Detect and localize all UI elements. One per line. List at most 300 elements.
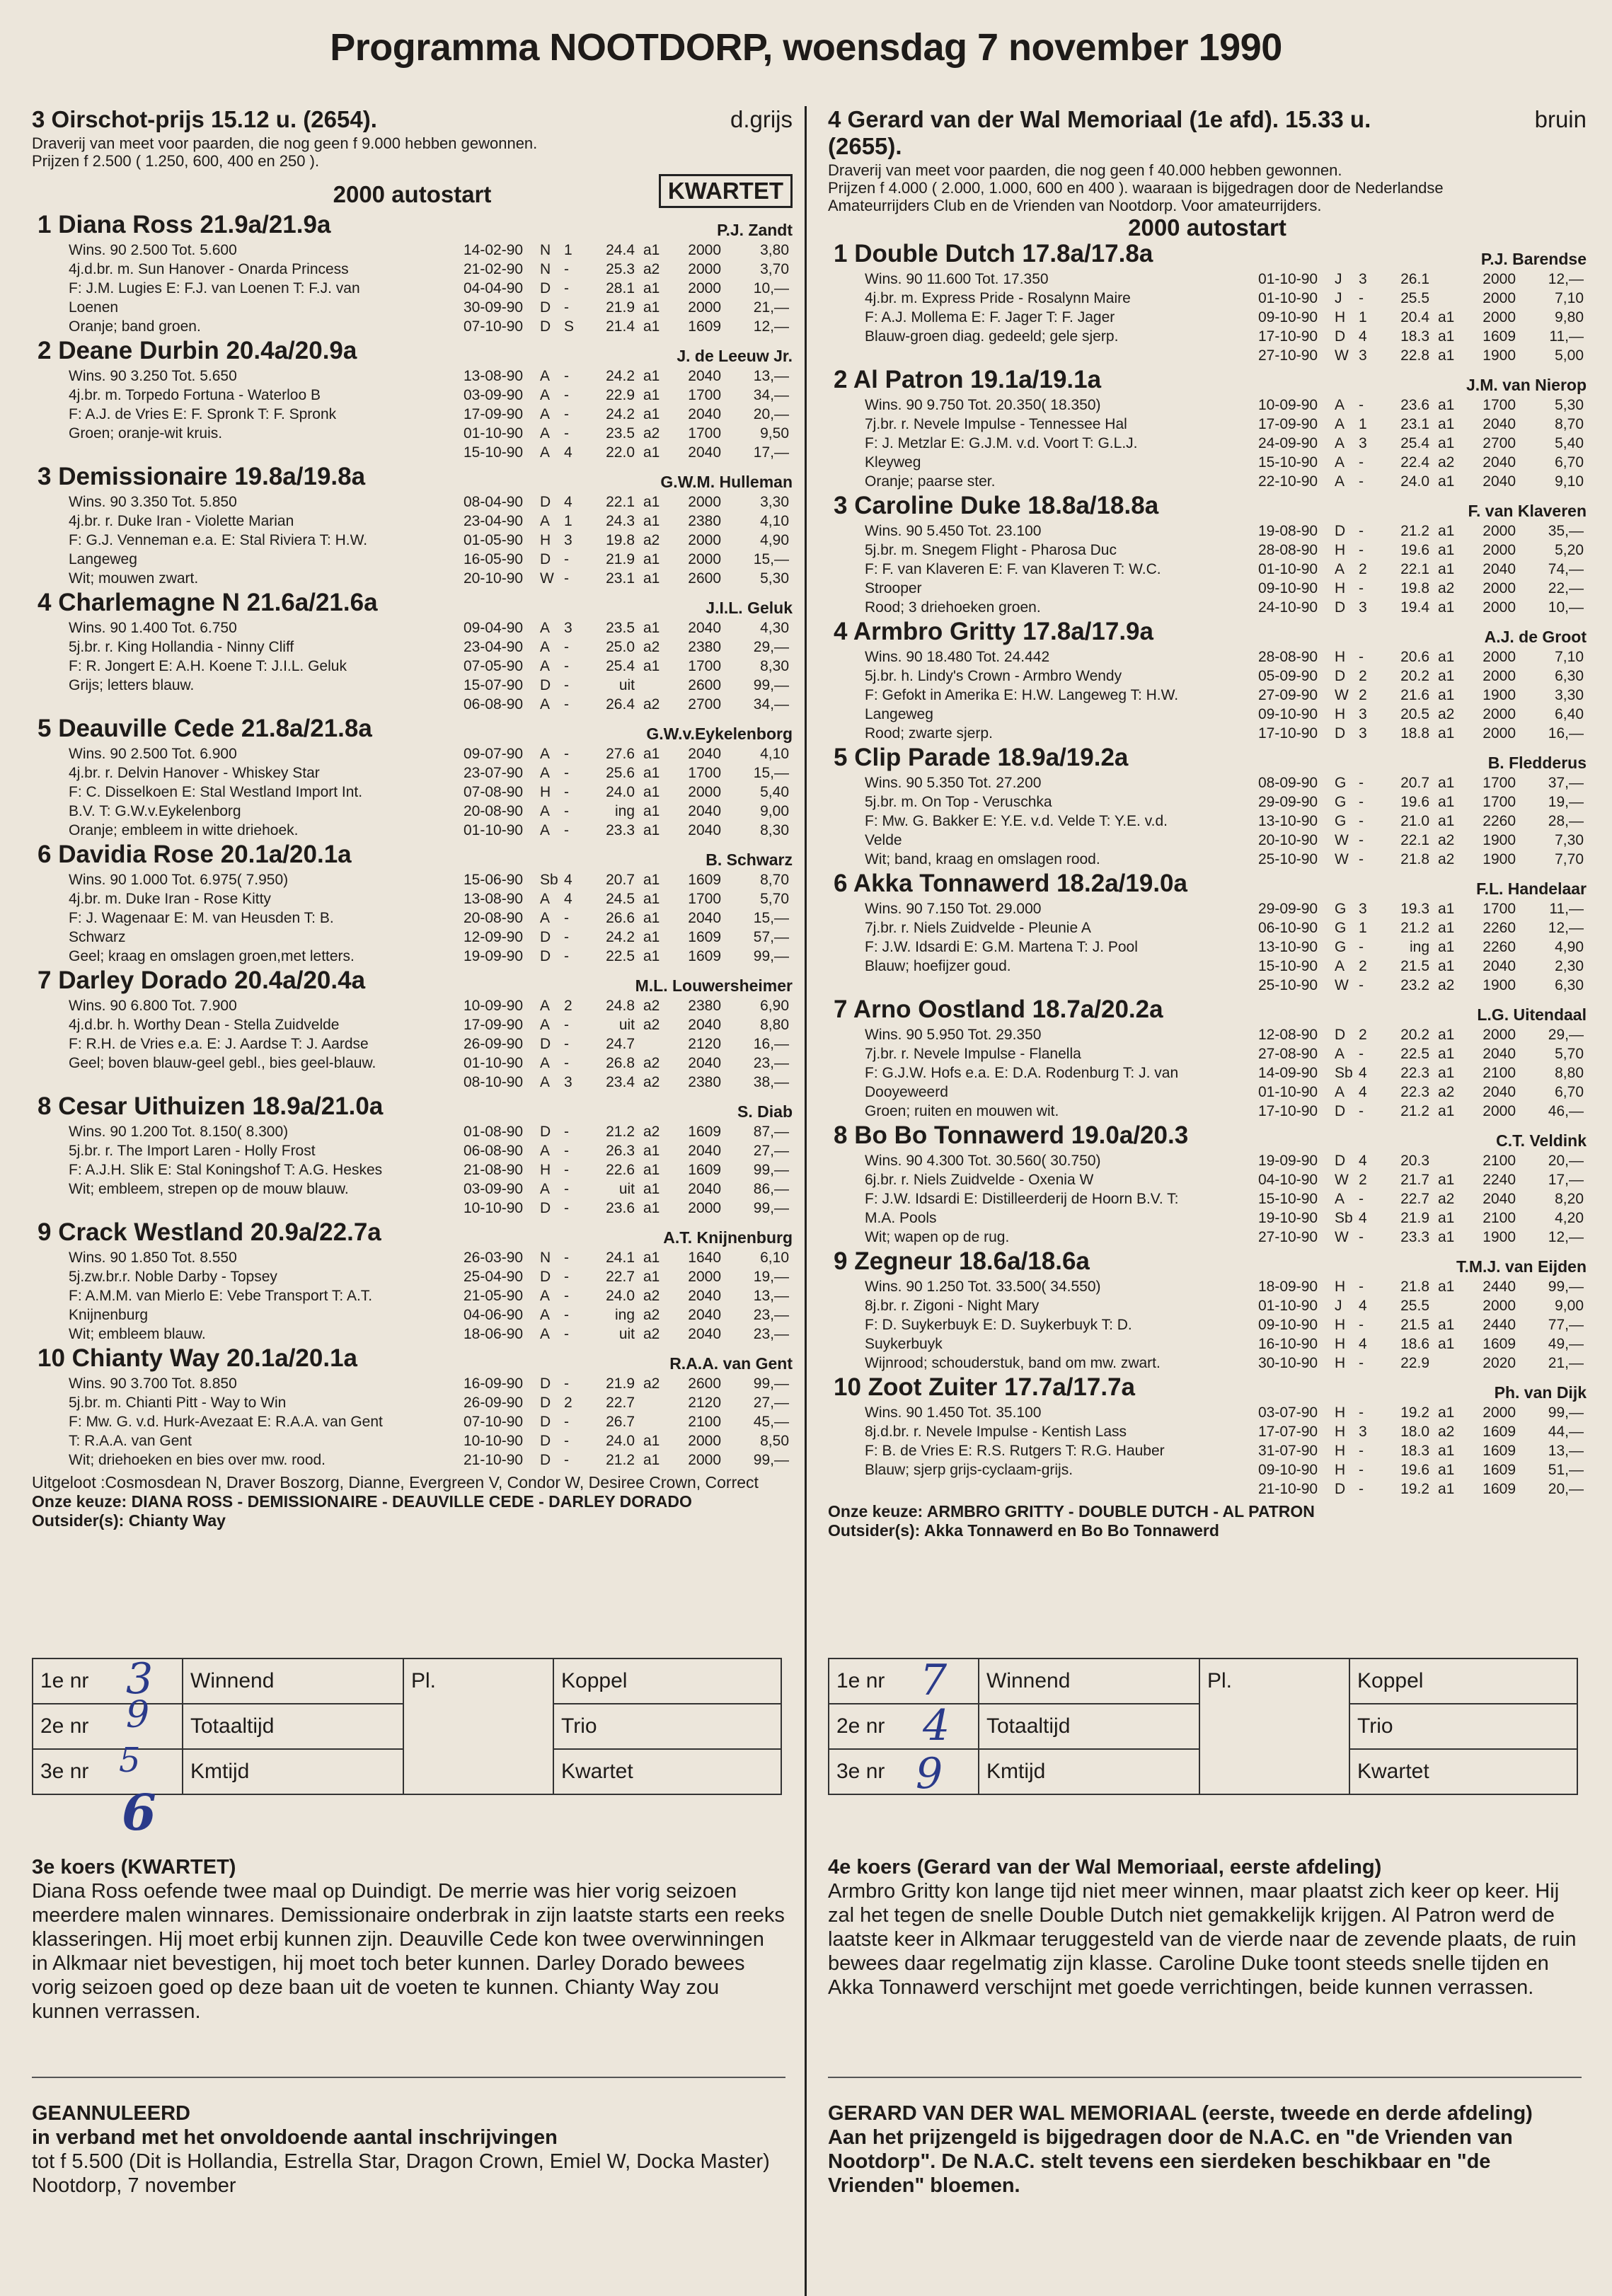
form-cell: 19.8 <box>1400 580 1429 596</box>
horse-info-line: F: D. Suykerbuyk E: D. Suykerbuyk T: D. <box>865 1317 1132 1333</box>
form-cell: 12-08-90 <box>1258 1027 1318 1043</box>
form-cell: 23.5 <box>606 425 635 442</box>
horse-entry <box>32 841 793 967</box>
form-cell: 22.5 <box>606 948 635 964</box>
form-cell: a2 <box>1438 1084 1455 1100</box>
form-row <box>464 531 789 550</box>
form-cell: 99,— <box>753 1162 789 1178</box>
form-cell: 2040 <box>688 1326 721 1342</box>
form-cell: 20-08-90 <box>464 803 524 819</box>
form-row <box>1258 1025 1584 1044</box>
horse-info-line: Wit; embleem blauw. <box>69 1326 206 1342</box>
horse-info <box>865 1151 1253 1247</box>
form-cell <box>643 1393 669 1412</box>
horse-info <box>69 870 465 966</box>
form-cell: 03-09-90 <box>464 1181 524 1197</box>
form-cell: 25.6 <box>606 765 635 781</box>
form-cell: 2 <box>1359 958 1367 974</box>
form-cell: 21.0 <box>1400 813 1429 829</box>
horse-form <box>1258 899 1584 995</box>
cell-trio: Trio <box>1349 1704 1577 1749</box>
form-cell: 2100 <box>1483 1065 1516 1081</box>
horse-entry <box>828 870 1587 996</box>
form-cell: 29,— <box>753 639 789 655</box>
form-cell: 05-09-90 <box>1258 668 1318 684</box>
form-cell: 77,— <box>1548 1317 1584 1333</box>
form-cell: - <box>564 929 569 945</box>
form-cell: 17-09-90 <box>464 406 524 422</box>
cell-kmtijd: Kmtijd <box>979 1749 1199 1794</box>
form-cell: 30-09-90 <box>464 299 524 316</box>
form-row <box>1258 812 1584 831</box>
form-cell: A <box>540 444 551 461</box>
horse-info-line: Wit; band, kraag en omslagen rood. <box>865 851 1100 867</box>
horse-info-line: 5j.br. r. King Hollandia - Ninny Cliff <box>69 639 294 655</box>
form-cell: - <box>1359 1443 1364 1459</box>
form-cell: 2000 <box>1483 599 1516 616</box>
form-cell: a2 <box>643 425 660 442</box>
form-row <box>1258 667 1584 686</box>
horse-info-line: Wins. 90 5.350 Tot. 27.200 <box>865 775 1042 791</box>
cell-2e-nr: 2e nr <box>33 1704 183 1749</box>
form-row <box>1258 541 1584 560</box>
form-cell: 26.8 <box>606 1055 635 1071</box>
horse-info-line: Langeweg <box>865 706 933 722</box>
form-cell: 26.6 <box>606 910 635 926</box>
form-row <box>464 424 789 443</box>
form-row <box>464 821 789 840</box>
form-cell: 18.8 <box>1400 725 1429 742</box>
form-cell: 13-08-90 <box>464 368 524 384</box>
horse-info <box>69 492 465 588</box>
horse-info-line: 5j.br. r. The Import Laren - Holly Frost <box>69 1143 316 1159</box>
form-cell: 10,— <box>753 280 789 296</box>
horse-info <box>865 1025 1253 1121</box>
form-cell: - <box>564 1055 569 1071</box>
form-cell: 24.0 <box>1400 473 1429 490</box>
race-title: 4 Gerard van der Wal Memoriaal (1e afd). 15.33 u. <box>828 106 1371 132</box>
horse-info <box>865 899 1253 976</box>
form-cell: 23-04-90 <box>464 513 524 529</box>
form-row <box>464 386 789 405</box>
form-cell: G <box>1335 920 1347 936</box>
form-cell: - <box>564 784 569 800</box>
horse-entry <box>828 492 1587 618</box>
form-cell: D <box>540 1452 551 1468</box>
form-cell: 23,— <box>753 1307 789 1323</box>
form-cell: a1 <box>1438 901 1455 917</box>
form-cell: 2000 <box>1483 309 1516 325</box>
form-cell: 19.8 <box>606 532 635 548</box>
horse-entry <box>32 463 793 589</box>
horse-name: 2 Al Patron 19.1a/19.1a <box>834 366 1102 393</box>
form-cell: 8,20 <box>1555 1191 1584 1207</box>
form-row <box>1258 289 1584 308</box>
form-cell: 2040 <box>688 406 721 422</box>
form-cell: 2700 <box>1483 435 1516 451</box>
form-cell: 01-05-90 <box>464 532 524 548</box>
horse-entry <box>32 967 793 1092</box>
form-cell: a1 <box>1438 1404 1455 1421</box>
memoriaal-heading: GERARD VAN DER WAL MEMORIAAL (eerste, tweede en derde afdeling) <box>828 2102 1533 2125</box>
form-cell: 46,— <box>1548 1103 1584 1119</box>
form-cell: 23,— <box>753 1326 789 1342</box>
form-cell: 22.1 <box>1400 832 1429 848</box>
form-row <box>1258 1083 1584 1102</box>
form-cell: 2040 <box>1483 416 1516 432</box>
horse-info <box>865 270 1253 346</box>
form-cell: a1 <box>1438 1027 1455 1043</box>
form-cell: 2000 <box>688 532 721 548</box>
form-cell: D <box>1335 523 1346 539</box>
form-cell: 20,— <box>1548 1481 1584 1497</box>
form-row <box>464 317 789 336</box>
form-cell: 25-10-90 <box>1258 977 1318 993</box>
form-cell: 23.1 <box>606 570 635 587</box>
form-row <box>464 1034 789 1054</box>
form-cell: 22.4 <box>1400 454 1429 471</box>
form-cell: W <box>1335 977 1349 993</box>
form-cell: A <box>1335 561 1345 577</box>
form-cell: 2000 <box>1483 1027 1516 1043</box>
form-cell: 25.4 <box>1400 435 1429 451</box>
horse-entry <box>32 1218 793 1344</box>
horse-info-line: Groen; oranje-wit kruis. <box>69 425 223 442</box>
form-cell: 2040 <box>688 910 721 926</box>
memoriaal-body: Aan het prijzengeld is bijgedragen door de N.A.C. en "de Vrienden van Nootdorp". De N.A.C. stelt tevens een sierdeken beschikbaar en "de Vrienden" bloemen. <box>828 2126 1513 2197</box>
form-row <box>1258 1063 1584 1083</box>
form-cell: N <box>540 1250 551 1266</box>
horse-name: 6 Davidia Rose 20.1a/20.1a <box>38 841 352 868</box>
form-cell: 21.9 <box>1400 1210 1429 1226</box>
horse-driver: Ph. van Dijk <box>1494 1383 1587 1402</box>
form-cell: H <box>1335 1424 1346 1440</box>
form-cell: 2100 <box>1483 1210 1516 1226</box>
form-cell: 4 <box>564 494 572 510</box>
form-row <box>1258 396 1584 415</box>
form-cell: a2 <box>643 1288 660 1304</box>
form-cell: 21,— <box>753 299 789 316</box>
form-cell: 1609 <box>688 872 721 888</box>
horse-info-line: Wit; mouwen zwart. <box>69 570 199 587</box>
form-cell: a1 <box>643 299 660 316</box>
horse-name: 7 Darley Dorado 20.4a/20.4a <box>38 967 366 994</box>
race-desc-line: Draverij van meet voor paarden, die nog geen f 9.000 hebben gewonnen. <box>32 134 538 152</box>
form-cell: 12-09-90 <box>464 929 524 945</box>
form-row <box>1258 1441 1584 1460</box>
form-cell: 4,90 <box>760 532 789 548</box>
form-cell: a1 <box>643 1250 660 1266</box>
form-cell: - <box>1359 813 1364 829</box>
form-cell: 2 <box>1359 668 1367 684</box>
horse-name: 8 Bo Bo Tonnawerd 19.0a/20.3 <box>834 1121 1189 1149</box>
horse-info-line: 5j.br. m. On Top - Veruschka <box>865 794 1052 810</box>
horse-info <box>865 1403 1253 1479</box>
form-cell: 3 <box>564 620 572 636</box>
form-row <box>1258 899 1584 918</box>
form-cell: 2100 <box>688 1414 721 1430</box>
horse-name: 1 Double Dutch 17.8a/17.8a <box>834 240 1153 267</box>
form-row <box>1258 850 1584 869</box>
form-cell: 2040 <box>1483 1191 1516 1207</box>
form-cell: 22.9 <box>606 387 635 403</box>
form-row <box>464 279 789 298</box>
horse-driver: R.A.A. van Gent <box>669 1354 793 1373</box>
horse-info-line: Wijnrood; schouderstuk, band om mw. zwart. <box>865 1355 1161 1371</box>
form-cell: 24.5 <box>606 891 635 907</box>
form-cell: W <box>540 570 554 587</box>
form-cell: 2380 <box>688 639 721 655</box>
form-cell: 2040 <box>1483 1084 1516 1100</box>
form-cell: 21.8 <box>1400 1279 1429 1295</box>
horse-entry <box>828 744 1587 870</box>
form-cell: a2 <box>1438 851 1455 867</box>
form-cell: 7,30 <box>1555 832 1584 848</box>
form-row <box>1258 1354 1584 1373</box>
form-cell: 24.7 <box>606 1036 635 1052</box>
form-cell: a1 <box>1438 347 1455 364</box>
form-cell: 2000 <box>688 494 721 510</box>
form-cell: 23.3 <box>1400 1229 1429 1245</box>
horse-info-line: F: G.J. Venneman e.a. E: Stal Riviera T: H.W. <box>69 532 368 548</box>
form-row <box>464 1412 789 1431</box>
horse-info-line: Wins. 90 3.250 Tot. 5.650 <box>69 368 237 384</box>
form-cell: 04-06-90 <box>464 1307 524 1323</box>
form-row <box>464 908 789 928</box>
horse-name: 9 Zegneur 18.6a/18.6a <box>834 1247 1090 1275</box>
kwartet-box: KWARTET <box>659 174 793 208</box>
horse-info-line: Kleyweg <box>865 454 921 471</box>
form-cell: a2 <box>643 532 660 548</box>
race-4-column <box>828 106 1587 1540</box>
horse-entry <box>828 1121 1587 1247</box>
form-cell: 31-07-90 <box>1258 1443 1318 1459</box>
form-cell: 27.6 <box>606 746 635 762</box>
form-cell: 2000 <box>1483 725 1516 742</box>
form-row <box>464 695 789 714</box>
form-cell: ing <box>614 803 635 819</box>
form-cell: - <box>564 1143 569 1159</box>
form-cell: uit <box>618 1181 635 1197</box>
form-cell: H <box>1335 1279 1346 1295</box>
form-cell: 3 <box>1359 706 1367 722</box>
form-cell: D <box>540 1395 551 1411</box>
form-cell: 2040 <box>688 1143 721 1159</box>
form-cell: 07-10-90 <box>464 318 524 335</box>
form-cell: 26.1 <box>1400 271 1429 287</box>
form-cell: a1 <box>643 929 660 945</box>
form-cell: 16-09-90 <box>464 1375 524 1392</box>
form-cell: 13,— <box>753 1288 789 1304</box>
form-cell: 22.3 <box>1400 1084 1429 1100</box>
form-cell: a2 <box>1438 832 1455 848</box>
horse-driver: B. Fledderus <box>1487 754 1587 772</box>
form-cell: H <box>1335 309 1346 325</box>
form-cell: a1 <box>1438 1065 1455 1081</box>
horse-form <box>1258 396 1584 491</box>
form-cell: 1700 <box>1483 775 1516 791</box>
horse-info <box>865 521 1253 617</box>
horse-info-line: 5j.br. m. Chianti Pitt - Way to Win <box>69 1395 287 1411</box>
horse-driver: G.W.v.Eykelenborg <box>646 725 793 743</box>
horse-form <box>464 367 789 462</box>
form-cell: G <box>1335 775 1347 791</box>
form-row <box>464 1325 789 1344</box>
form-cell: 2040 <box>688 1288 721 1304</box>
form-cell: 2380 <box>688 513 721 529</box>
form-cell: A <box>540 746 551 762</box>
form-cell: D <box>540 1433 551 1449</box>
form-cell: 13,— <box>753 368 789 384</box>
form-cell: 11,— <box>1549 901 1584 917</box>
horse-form <box>1258 1025 1584 1121</box>
form-cell: 2,30 <box>1555 958 1584 974</box>
horse-entry <box>32 1092 793 1218</box>
horse-driver: L.G. Uitendaal <box>1477 1005 1587 1024</box>
form-cell: a1 <box>1438 599 1455 616</box>
form-cell: A <box>540 620 551 636</box>
horse-driver: C.T. Veldink <box>1496 1131 1587 1150</box>
form-cell: 23.6 <box>1400 397 1429 413</box>
form-row <box>464 763 789 783</box>
form-cell: 10-09-90 <box>464 998 524 1014</box>
form-cell: - <box>564 1036 569 1052</box>
form-cell: 9,00 <box>1555 1298 1584 1314</box>
form-cell: 6,30 <box>1555 668 1584 684</box>
form-cell: W <box>1335 851 1349 867</box>
form-cell: A <box>540 765 551 781</box>
form-cell: - <box>1359 775 1364 791</box>
race-desc-line: Prijzen f 4.000 ( 2.000, 1.000, 600 en 400 ). waaraan is bijgedragen door de Nederlandse <box>828 179 1444 197</box>
form-cell: 25.0 <box>606 639 635 655</box>
form-cell: 19-09-90 <box>464 948 524 964</box>
form-cell: - <box>1359 832 1364 848</box>
form-row <box>1258 1189 1584 1208</box>
form-cell: 18.6 <box>1400 1336 1429 1352</box>
form-cell: 3 <box>1359 435 1367 451</box>
horse-info-line: F: F. van Klaveren E: F. van Klaveren T: W.C. <box>865 561 1161 577</box>
form-cell: 51,— <box>1548 1462 1584 1478</box>
form-cell <box>643 1034 669 1054</box>
form-cell: - <box>564 1250 569 1266</box>
cell-koppel: Koppel <box>553 1658 781 1704</box>
form-cell: 2040 <box>688 746 721 762</box>
form-row <box>464 550 789 569</box>
form-cell: uit <box>618 1326 635 1342</box>
horse-info-line: Wins. 90 4.300 Tot. 30.560( 30.750) <box>865 1153 1101 1169</box>
form-cell: 15,— <box>753 910 789 926</box>
form-cell: a1 <box>1438 939 1455 955</box>
form-cell: a1 <box>1438 794 1455 810</box>
form-cell: 2380 <box>688 1074 721 1090</box>
outsiders: Outsider(s): Akka Tonnawerd en Bo Bo Tonnawerd <box>828 1521 1219 1540</box>
form-cell: 2 <box>1359 687 1367 703</box>
form-cell: 3 <box>564 1074 572 1090</box>
commentary-left <box>32 1855 785 2024</box>
horse-info-line: 8j.br. r. Zigoni - Night Mary <box>865 1298 1040 1314</box>
form-cell: a1 <box>1438 687 1455 703</box>
form-row <box>464 618 789 638</box>
form-cell: - <box>1359 1462 1364 1478</box>
form-cell: - <box>1359 1355 1364 1371</box>
form-cell: 26-09-90 <box>464 1395 524 1411</box>
form-cell: 21-10-90 <box>464 1452 524 1468</box>
horse-info <box>69 744 465 840</box>
horse-driver: S. Diab <box>737 1102 793 1121</box>
form-cell: H <box>1335 542 1346 558</box>
form-cell: a1 <box>1438 1462 1455 1478</box>
form-cell: 1 <box>564 513 572 529</box>
form-cell: 17-10-90 <box>1258 725 1318 742</box>
horse-info-line: Wins. 90 1.400 Tot. 6.750 <box>69 620 237 636</box>
form-row <box>1258 724 1584 743</box>
form-cell: a2 <box>1438 454 1455 471</box>
form-cell: 26.4 <box>606 696 635 713</box>
form-cell: 99,— <box>753 1200 789 1216</box>
form-cell: a1 <box>643 318 660 335</box>
form-cell: 2 <box>1359 1172 1367 1188</box>
geannuleerd-heading: GEANNULEERD <box>32 2102 190 2125</box>
form-cell: 2000 <box>688 242 721 258</box>
form-cell: 24-10-90 <box>1258 599 1318 616</box>
form-cell: - <box>1359 397 1364 413</box>
form-row <box>1258 1334 1584 1354</box>
horse-form <box>464 1374 789 1470</box>
form-cell: 13-10-90 <box>1258 939 1318 955</box>
horse-info-line: Wit; wapen op de rug. <box>865 1229 1010 1245</box>
form-cell: 03-09-90 <box>464 387 524 403</box>
form-cell: H <box>1335 1443 1346 1459</box>
form-cell: 24.0 <box>606 1433 635 1449</box>
form-cell: a1 <box>643 1269 660 1285</box>
form-cell: W <box>1335 1229 1349 1245</box>
form-cell: 30-10-90 <box>1258 1355 1318 1371</box>
form-cell: D <box>540 1269 551 1285</box>
form-cell: H <box>1335 1317 1346 1333</box>
horse-info-line: 4j.d.br. h. Worthy Dean - Stella Zuidvelde <box>69 1017 340 1033</box>
form-cell: a1 <box>643 551 660 567</box>
horse-form <box>464 1248 789 1344</box>
horse-form <box>464 241 789 336</box>
form-cell: - <box>1359 542 1364 558</box>
form-cell: A <box>540 368 551 384</box>
cell-1e-nr: 1e nr <box>829 1658 979 1704</box>
form-cell: J <box>1335 271 1342 287</box>
form-cell: 2040 <box>1483 473 1516 490</box>
horse-form <box>464 1122 789 1218</box>
form-cell: 09-07-90 <box>464 746 524 762</box>
form-cell: A <box>540 910 551 926</box>
horse-driver: A.J. de Groot <box>1484 628 1587 646</box>
form-cell: a1 <box>643 784 660 800</box>
form-cell: - <box>1359 794 1364 810</box>
form-cell: 17-10-90 <box>1258 328 1318 345</box>
horse-info-line: Wins. 90 1.250 Tot. 33.500( 34.550) <box>865 1279 1101 1295</box>
form-cell: D <box>540 494 551 510</box>
form-cell: 44,— <box>1548 1424 1584 1440</box>
form-cell: 21.9 <box>606 1375 635 1392</box>
form-cell: 21-02-90 <box>464 261 524 277</box>
form-cell: 1609 <box>1483 1424 1516 1440</box>
horse-info-line: Wins. 90 1.450 Tot. 35.100 <box>865 1404 1042 1421</box>
form-cell: 18-09-90 <box>1258 1279 1318 1295</box>
form-cell: 3 <box>1359 599 1367 616</box>
horse-info-line: F: Mw. G. v.d. Hurk-Avezaat E: R.A.A. van Gent <box>69 1414 383 1430</box>
form-cell: A <box>540 696 551 713</box>
form-row <box>1258 270 1584 289</box>
form-row <box>1258 1151 1584 1170</box>
horse-info <box>69 1122 465 1199</box>
